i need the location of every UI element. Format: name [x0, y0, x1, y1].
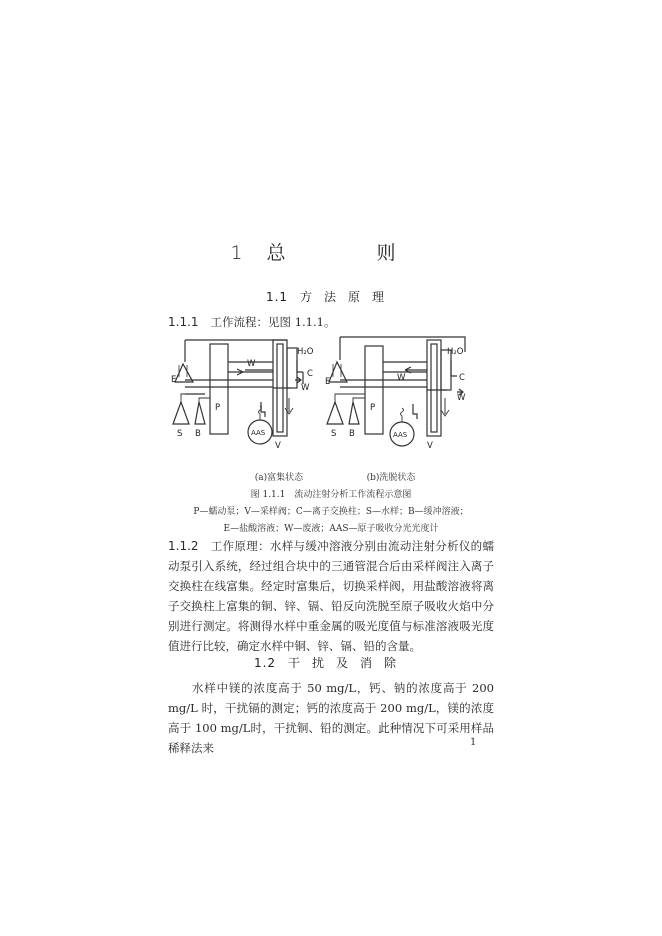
- label-s-a: S: [177, 429, 183, 439]
- label-c-a: C: [307, 369, 313, 379]
- pump-block: [210, 344, 228, 434]
- label-w2-a: W: [301, 383, 310, 393]
- section-heading-1-2: [0, 654, 662, 671]
- label-b-a: B: [195, 429, 201, 439]
- clause-number: 1.1.2: [168, 539, 199, 553]
- figure-legend-line-1: P—蠕动泵；V—采样阀；C—离子交换柱；S—水样；B—缓冲溶液；: [193, 507, 469, 517]
- diagram-b: [327, 337, 465, 446]
- clause-text: 工作流程：见图 1.1.1。: [210, 315, 336, 329]
- label-aas-b: AAS: [393, 431, 408, 439]
- label-h2o-a: H₂O: [297, 347, 314, 357]
- flask-e: [175, 364, 193, 382]
- label-w1-b: W: [397, 373, 406, 383]
- flask-e-b: [329, 362, 347, 382]
- flask-s-b: [327, 402, 343, 424]
- subcaption-b: (b)洗脱状态: [366, 473, 416, 483]
- page-number: 1: [470, 737, 477, 748]
- label-s-b: S: [331, 429, 337, 439]
- paragraph-1-2: 水样中镁的浓度高于 50 mg/L，钙、钠的浓度高于 200 mg/L 时，干扰镉的测定；钙的浓度高于 200 mg/L，镁的浓度高于 100 mg/L时，干扰铜、铅的测定。此种情况下可采用样品稀释法来: [168, 681, 494, 755]
- label-e-b: E: [325, 377, 331, 387]
- flask-s: [173, 402, 189, 424]
- section-number: 1.2: [253, 656, 277, 670]
- label-b-b: B: [349, 429, 355, 439]
- label-aas-a: AAS: [251, 429, 266, 437]
- label-w1-a: W: [247, 359, 256, 369]
- chapter-title: 总 则: [266, 242, 432, 264]
- figure-legend-line-2: E—盐酸溶液；W—废液；AAS—原子吸收分光光度计: [223, 524, 439, 534]
- clause-number: 1.1.1: [168, 315, 199, 329]
- label-v-a: V: [275, 441, 281, 451]
- label-p-b: P: [370, 403, 376, 413]
- column: [287, 348, 297, 388]
- label-v-b: V: [427, 441, 433, 451]
- subcaption-a: (a)富集状态: [254, 473, 304, 483]
- label-e-a: E: [171, 375, 177, 385]
- paragraph-1-1-2: [168, 536, 494, 656]
- label-w2-b: W: [457, 393, 466, 403]
- chapter-number: 1: [230, 242, 245, 264]
- flow-diagram: [165, 332, 500, 464]
- label-p-a: P: [215, 403, 221, 413]
- diagram-a: [173, 340, 303, 444]
- clause-text: 工作原理：水样与缓冲溶液分别由流动注射分析仪的蠕动泵引入系统，经过组合块中的三通管混合后由采样阀注入离子交换柱在线富集。经定时富集后，切换采样阀，用盐酸溶液将离子交换柱上富集的铜、锌、镉、铅反向洗脱至原子吸收火焰中分别进行测定。将测得水样中重金属的吸光度值与标准溶液吸光度值进行比较，确定水样中铜、锌、镉、铅的含量。: [168, 539, 494, 653]
- valve-block-b: [427, 340, 441, 436]
- section-number: 1.1: [265, 290, 289, 304]
- label-c-b: C: [459, 373, 465, 383]
- flask-b: [195, 402, 205, 424]
- figure-caption: 图 1.1.1 流动注射分析工作流程示意图: [250, 490, 412, 500]
- section-title: 干扰及消除: [288, 656, 409, 670]
- section-title: 方法原理: [300, 290, 397, 304]
- paragraph-1-1-1: [168, 312, 494, 332]
- section-heading-1-1: [0, 288, 662, 305]
- label-h2o-b: H₂O: [447, 347, 464, 357]
- chapter-heading: [0, 238, 662, 265]
- pump-block-b: [365, 346, 383, 434]
- flask-b-b: [349, 402, 359, 424]
